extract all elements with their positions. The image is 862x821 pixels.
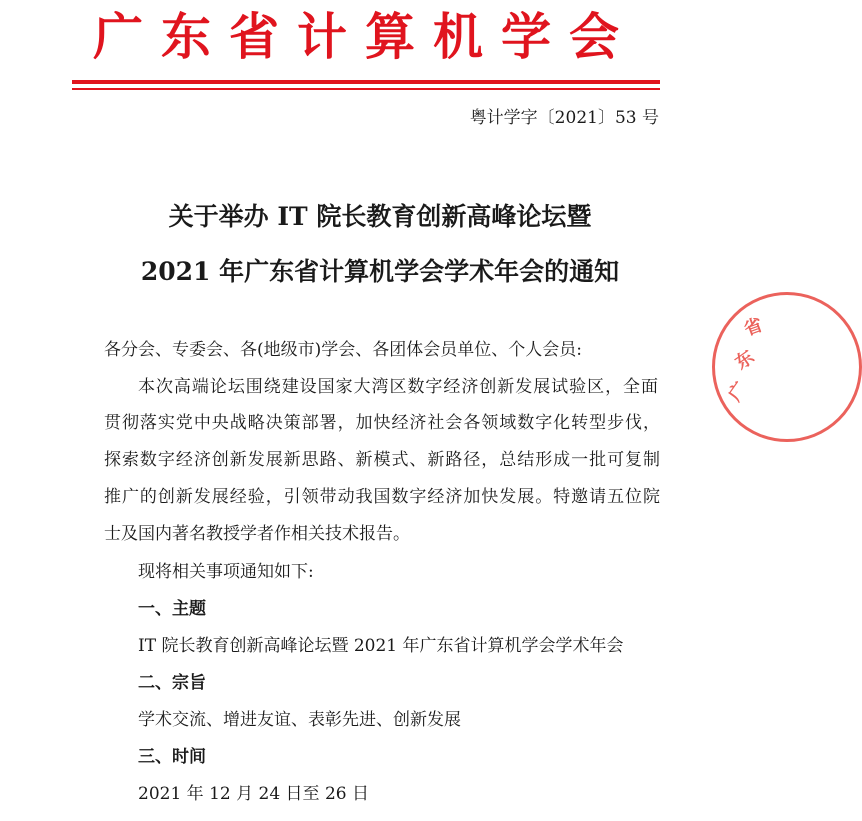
section-heading-theme: 一、主题 [138, 599, 206, 619]
title-line-1: 关于举办 IT 院长教育创新高峰论坛暨 [168, 202, 592, 231]
header-rule-thin [72, 88, 660, 90]
section-content-theme: IT 院长教育创新高峰论坛暨 2021 年广东省计算机学会学术年会 [138, 636, 624, 656]
seal-char: 广 [724, 378, 752, 406]
section-heading-time: 三、时间 [138, 747, 206, 767]
paragraph-line: 本次高端论坛围绕建设国家大湾区数字经济创新发展试验区，全面 [138, 377, 658, 397]
paragraph-line: 士及国内著名教授学者作相关技术报告。 [104, 524, 410, 544]
document-number: 粤计学字〔2021〕53 号 [469, 108, 659, 128]
paragraph-line: 探索数字经济创新发展新思路、新模式、新路径，总结形成一批可复制 [104, 450, 660, 470]
header-rule-thick [72, 80, 660, 84]
section-heading-purpose: 二、宗旨 [138, 673, 206, 693]
section-content-time: 2021 年 12 月 24 日至 26 日 [138, 784, 369, 804]
seal-char: 省 [741, 314, 766, 341]
section-content-purpose: 学术交流、增进友谊、表彰先进、创新发展 [138, 710, 461, 730]
seal-char: 东 [731, 346, 759, 374]
paragraph-line: 贯彻落实党中央战略决策部署，加快经济社会各领域数字化转型步伐， [104, 413, 660, 433]
salutation: 各分会、专委会、各(地级市)学会、各团体会员单位、个人会员: [104, 340, 582, 360]
org-masthead: 广东省计算机学会 [93, 8, 637, 66]
title-line-2: 2021 年广东省计算机学会学术年会的通知 [140, 257, 620, 286]
paragraph-line: 推广的创新发展经验，引领带动我国数字经济加快发展。特邀请五位院 [104, 487, 660, 507]
official-seal [712, 292, 862, 442]
intro-line: 现将相关事项通知如下: [138, 562, 314, 582]
